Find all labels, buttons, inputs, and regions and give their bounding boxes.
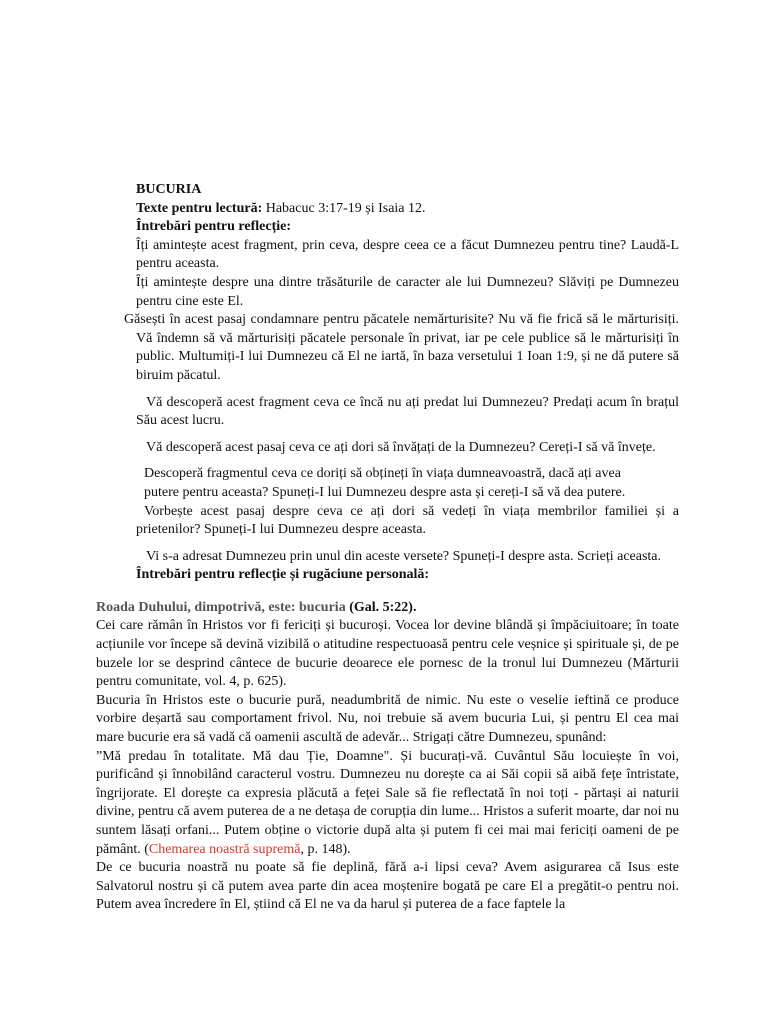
paragraph-2a: Bucuria în Hristos este o bucurie pură, neadumbrită de nimic. Nu este o veselie ieftină ce produce vorbire deșartă sau comportament frivol. Nu, noi trebuie să avem bucuria Lui, și pentru El cea mai mare bucurie era să vadă că oamenii ascultă de adevăr... Strigați către Dumnezeu, spunând: <box>96 692 679 746</box>
readings-label: Texte pentru lectură: <box>136 200 263 216</box>
book-reference: Chemarea noastră supremă <box>148 841 301 857</box>
fruit-heading <box>96 599 679 618</box>
reflection-heading: Întrebări pentru reflecție: <box>136 219 291 235</box>
paragraph-2b: ”Mă predau în totalitate. Mă dau Ție, Doamne". Și bucurați-vă. Cuvântul Său locuiește în voi, purificând și înnobilând caracterul vostru. Dumnezeu nu dorește ca ai Săi copii să aibă fețe întristate, îngrijorate. El dorește ca expresia plăcută a feței Sale să fie reflectată în noi toți - părtași ai naturii divine, pentru că avem puterea de a ne detașa de corupția din lume... Hristos a suferit moarte, dar noi nu suntem lăsați orfani... Putem obține o victorie după alta și putem fi cei mai mai fericiți oameni de pe pământ. (Chemarea noastră supremă, p. 148). <box>96 748 679 857</box>
prayer-heading: Întrebări pentru reflecție și rugăciune personală: <box>136 567 430 583</box>
reflection-question-8: Vi s-a adresat Dumnezeu prin unul din aceste versete? Spuneți-I despre asta. Scrieți aceasta. <box>146 548 662 564</box>
fruit-title: Roada Duhului, dimpotrivă, este: bucuria <box>96 599 346 615</box>
fruit-reference: (Gal. 5:22). <box>345 599 417 615</box>
intro-section <box>96 181 679 237</box>
reflection-question-4: Vă descoperă acest fragment ceva ce încă nu ați predat lui Dumnezeu? Predați acum în brațul Său acest lucru. <box>136 394 679 429</box>
reflection-question-6b: putere pentru aceasta? Spuneți-I lui Dumnezeu despre asta și cereți-I să vă dea putere. <box>144 484 626 500</box>
reflection-question-6a: Descoperă fragmentul ceva ce doriți să obțineți în viața dumneavoastră, dacă ați avea <box>144 466 621 482</box>
reflection-question-2: Îți amintește despre una dintre trăsăturile de caracter ale lui Dumnezeu? Slăviți pe Dumnezeu pentru cine este El. <box>136 274 679 309</box>
document-body <box>96 181 679 915</box>
document-title: BUCURIA <box>136 182 202 197</box>
paragraph-3: De ce bucuria noastră nu poate să fie deplină, fără a-i lipsi ceva? Avem asigurarea că Isus este Salvatorul nostru și că putem avea parte din acea moștenire bogată pe care El a pregătit-o pentru noi. Putem avea încredere în El, știind că El ne va da harul și puterea de a face faptele la <box>96 860 679 913</box>
readings-line <box>136 200 679 219</box>
reflection-question-1: Îți amintește acest fragment, prin ceva, despre ceea ce a făcut Dumnezeu pentru tine? Laudă-L pentru aceasta. <box>136 237 679 272</box>
reflection-question-7: Vorbește acest pasaj despre ceva ce ați dori să vedeți în viața membrilor familiei și a prietenilor? Spuneți-I lui Dumnezeu despre aceasta. <box>136 503 679 538</box>
reflection-question-3: Găsești în acest pasaj condamnare pentru păcatele nemărturisite? Nu vă fie frică să le mărturisiți. Vă îndemn să vă mărturisiți păcatele personale în privat, iar pe cele publice să le mărturisiți în public. Multumiți-I lui Dumnezeu că El ne iartă, în baza versetului 1 Ioan 1:9, și ne dă putere să biruim păcatul. <box>124 312 679 383</box>
reflection-question-5: Vă descoperă acest pasaj ceva ce ați dori să învățați de la Dumnezeu? Cereți-I să vă învețe. <box>146 439 656 455</box>
paragraph-1: Cei care rămân în Hristos vor fi fericiți și bucuroși. Vocea lor devine blândă și împăciuitoare; în toate acțiunile vor începe să devină vizibilă o atitudine respectuoasă pentru cele veșnice și spirituale și, de pe buzele lor se desprind cântece de bucurie deoarece ele pornesc de la tronul lui Dumnezeu (Mărturii pentru comunitate, vol. 4, p. 625). <box>96 618 679 690</box>
readings-value: Habacuc 3:17-19 și Isaia 12. <box>262 200 426 216</box>
